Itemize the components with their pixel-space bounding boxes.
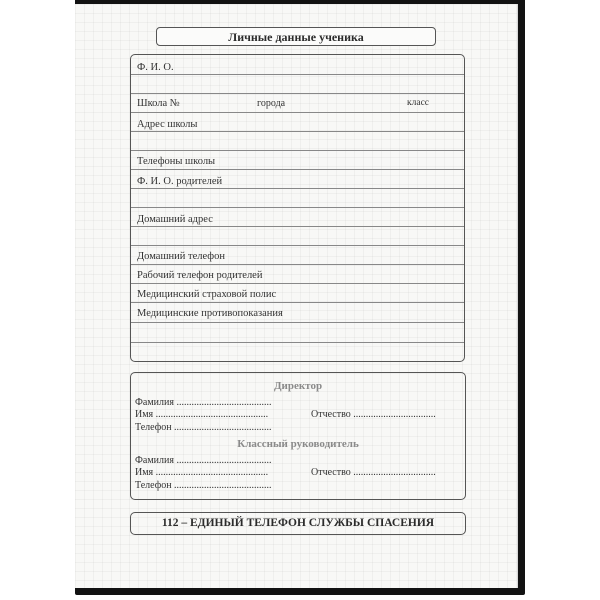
label-grade: класс <box>407 98 430 108</box>
row-blank-1 <box>131 74 464 94</box>
label-home-phone: Домашний телефон <box>137 251 225 262</box>
label-school-phones: Телефоны школы <box>137 156 216 167</box>
personal-data-form <box>130 54 465 362</box>
row-school <box>131 93 464 113</box>
label-insurance-policy: Медицинский страховой полис <box>137 289 277 300</box>
emergency-phone-banner: 112 – ЕДИНЫЙ ТЕЛЕФОН СЛУЖБЫ СПАСЕНИЯ <box>130 512 466 535</box>
row-parents-work-phone <box>131 264 464 284</box>
row-school-phones <box>131 150 464 170</box>
row-home-phone <box>131 245 464 265</box>
staff-contacts <box>130 372 466 500</box>
director-patronymic: Отчество ................................. <box>311 409 436 420</box>
row-blank-3 <box>131 188 464 208</box>
row-contraindications <box>131 302 464 323</box>
director-phone: Телефон ....................................... <box>135 422 272 433</box>
row-home-address <box>131 207 464 227</box>
row-blank-5 <box>131 322 464 343</box>
teacher-patronymic: Отчество ................................. <box>311 467 436 478</box>
teacher-name: Имя ............................................. <box>135 467 269 478</box>
label-city: города <box>257 98 286 109</box>
row-parents-fio <box>131 169 464 189</box>
label-contraindications: Медицинские противопоказания <box>137 308 283 319</box>
label-school-address: Адрес школы <box>137 119 198 130</box>
page-title: Личные данные ученика <box>156 27 436 46</box>
row-blank-2 <box>131 131 464 151</box>
label-school: Школа № <box>137 98 180 109</box>
row-fio-line <box>131 55 464 75</box>
label-home-address: Домашний адрес <box>137 214 213 225</box>
row-blank-4 <box>131 226 464 246</box>
class-teacher-heading: Классный руководитель <box>237 438 359 450</box>
teacher-surname: Фамилия ...................................... <box>135 455 272 466</box>
label-parents-fio: Ф. И. О. родителей <box>137 176 223 187</box>
teacher-phone: Телефон ....................................... <box>135 480 272 491</box>
director-surname: Фамилия ...................................... <box>135 397 272 408</box>
director-name: Имя ............................................. <box>135 409 269 420</box>
row-insurance-policy <box>131 283 464 303</box>
label-fio: Ф. И. О. <box>137 62 174 73</box>
row-school-address <box>131 112 464 132</box>
director-heading: Директор <box>273 380 323 392</box>
label-parents-work-phone: Рабочий телефон родителей <box>137 270 263 281</box>
